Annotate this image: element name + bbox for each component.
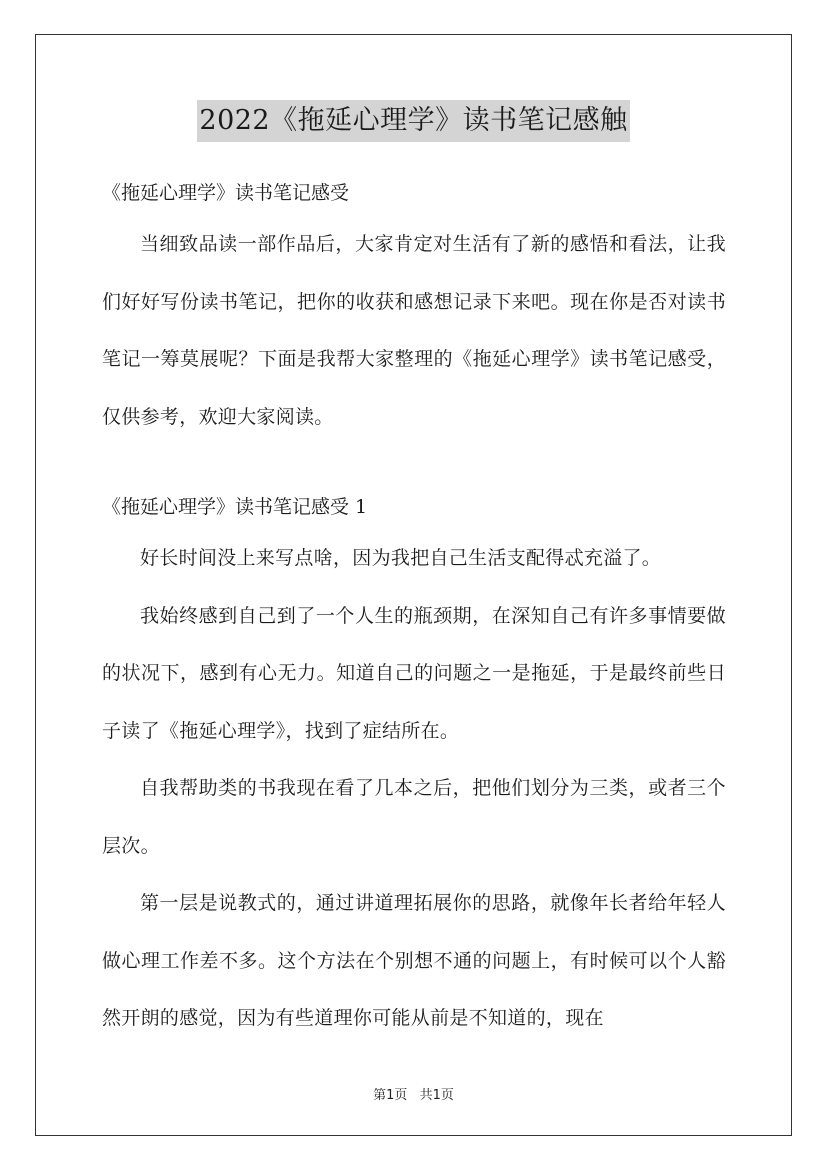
title-container xyxy=(0,100,827,142)
section1-heading: 《拖延心理学》读书笔记感受 1 xyxy=(102,496,368,518)
page-footer xyxy=(0,1084,827,1103)
document-title: 2022《拖延心理学》读书笔记感触 xyxy=(197,100,629,142)
page-total: 共1页 xyxy=(419,1088,454,1103)
intro-heading: 《拖延心理学》读书笔记感受 xyxy=(102,182,350,204)
page-current: 第1页 xyxy=(373,1088,408,1103)
intro-paragraph: 当细致品读一部作品后，大家肯定对生活有了新的感悟和看法，让我们好好写份读书笔记，把你的收获和感想记录下来吧。现在你是否对读书笔记一筹莫展呢？下面是我帮大家整理的《拖延心理学》读书笔记感受，仅供参考，欢迎大家阅读。 xyxy=(102,233,726,428)
body-paragraph: 第一层是说教式的，通过讲道理拓展你的思路，就像年长者给年轻人做心理工作差不多。这个方法在个别想不通的问题上，有时候可以个人豁然开朗的感觉，因为有些道理你可能从前是不知道的，现在 xyxy=(102,892,726,1029)
body-paragraph: 自我帮助类的书我现在看了几本之后，把他们划分为三类，或者三个层次。 xyxy=(102,777,726,857)
section-gap xyxy=(102,446,726,484)
body-paragraph: 好长时间没上来写点啥，因为我把自己生活支配得忒充溢了。 xyxy=(140,547,662,569)
document-body xyxy=(102,170,726,1048)
body-paragraph: 我始终感到自己到了一个人生的瓶颈期，在深知自己有许多事情要做的状况下，感到有心无力。知道自己的问题之一是拖延，于是最终前些日子读了《拖延心理学》，找到了症结所在。 xyxy=(102,604,726,742)
